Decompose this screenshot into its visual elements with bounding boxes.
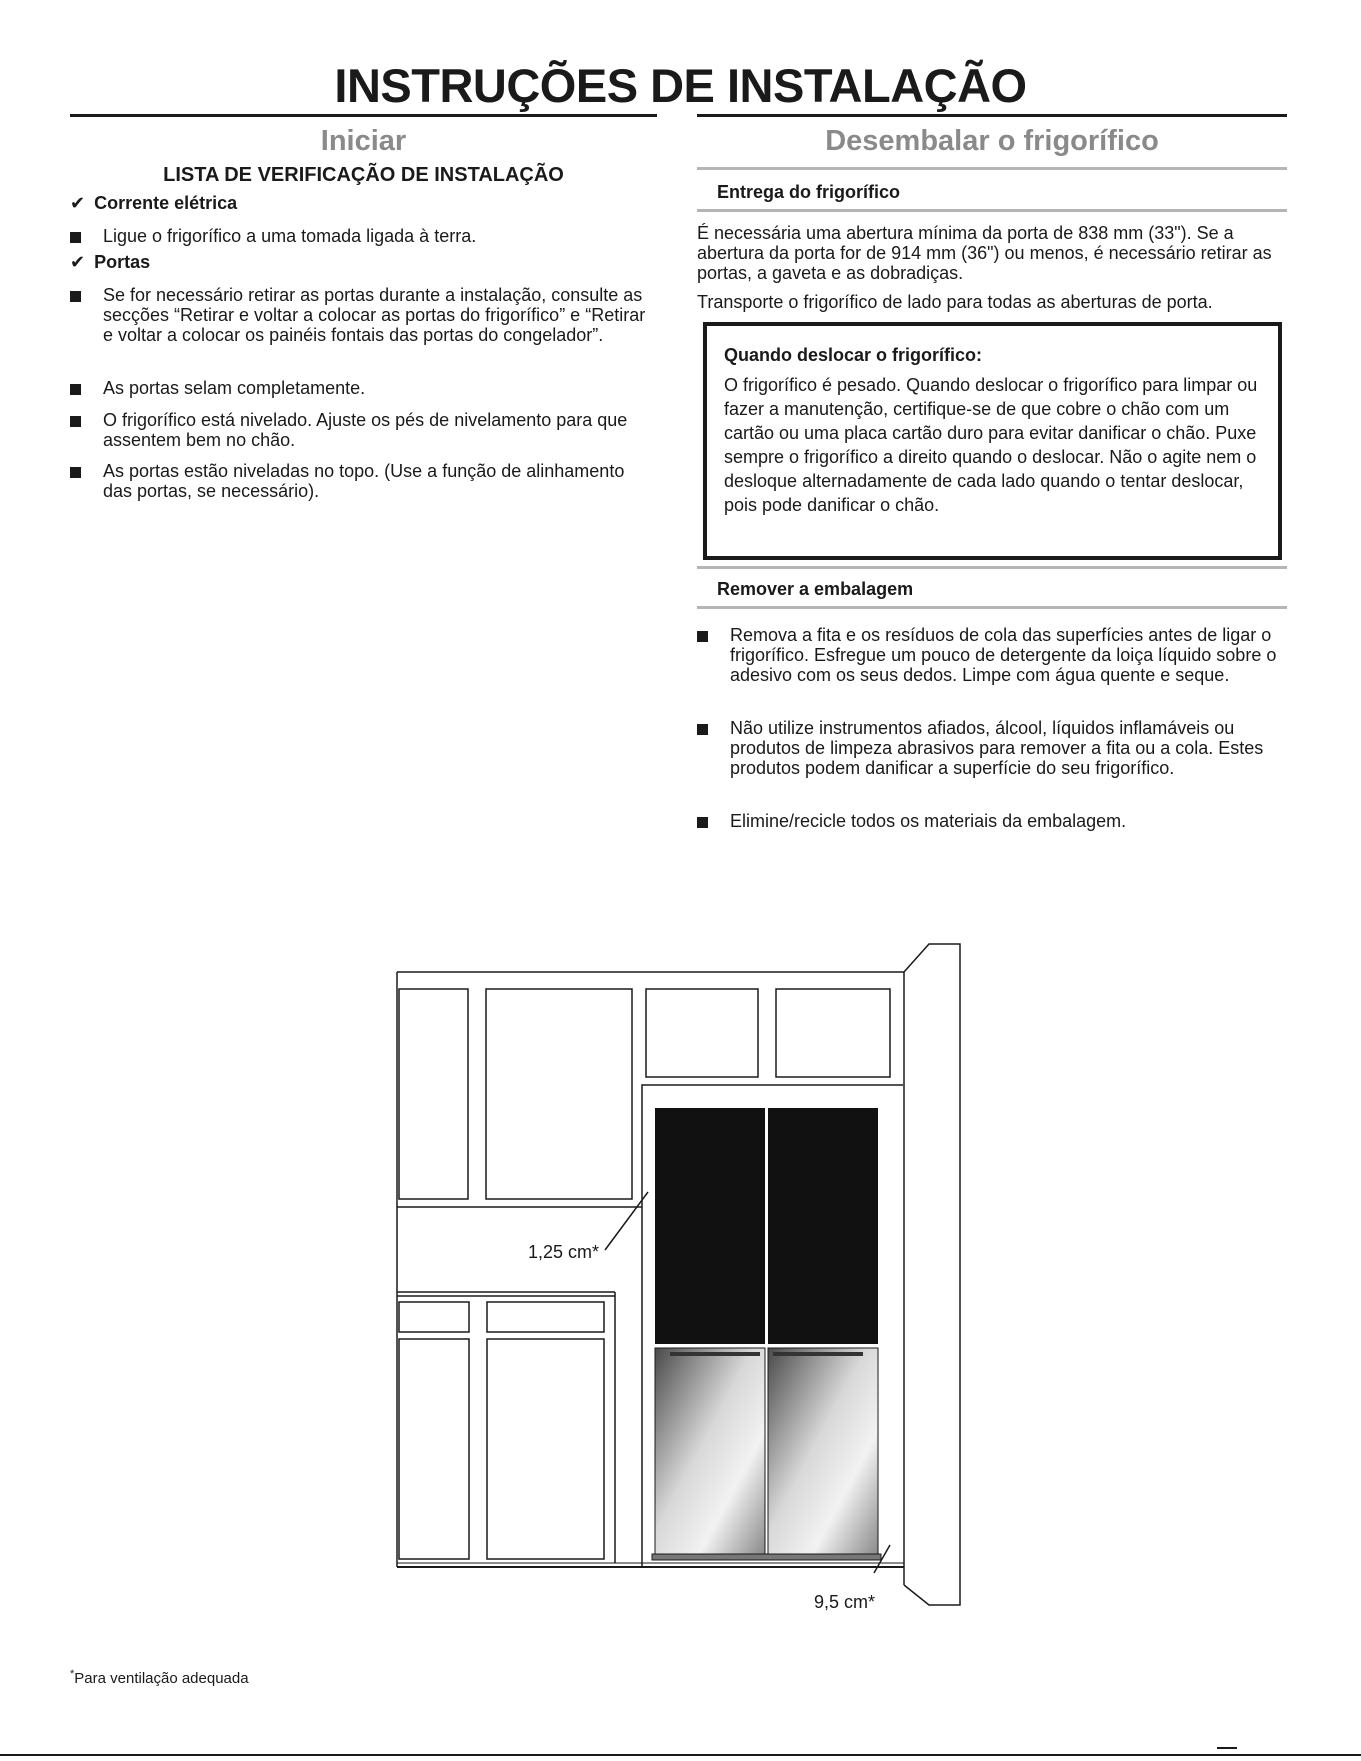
divider (697, 167, 1287, 170)
page-title: INSTRUÇÕES DE INSTALAÇÃO (334, 59, 1027, 112)
top-clearance-label: 1,25 cm* (528, 1242, 600, 1262)
bullet-square-icon (70, 232, 81, 243)
side-clearance-label: 9,5 cm* (814, 1592, 876, 1612)
page-mark (1217, 1747, 1237, 1749)
warning-box (703, 322, 1282, 560)
checklist-group-label: Portas (94, 252, 151, 272)
warning-text: O frigorífico é pesado. Quando deslocar o frigorífico para limpar ou fazer a manutenção, certifique-se de que cobre o chão com um cartão ou uma placa cartão duro para evitar danificar o chão. Puxe sempre o frigorífico a direito quando o deslocar. Não o agite nem o desloque alternadamente de cada lado quando o tentar deslocar, pois pode danificar o chão. (724, 375, 1258, 515)
bullet-square-icon (70, 291, 81, 302)
list-item-text: As portas selam completamente. (103, 378, 366, 398)
footnote-text: Para ventilação adequada (74, 1670, 249, 1687)
title-rule-left (70, 114, 657, 117)
checklist-group-power (70, 193, 237, 214)
divider (697, 566, 1287, 569)
checklist-group-label: Corrente elétrica (94, 193, 238, 213)
footnote (70, 1668, 249, 1687)
list-item-text: Se for necessário retirar as portas durante a instalação, consulte as secções “Retirar e voltar a colocar as portas do frigorífico” e “Retirar e voltar a colocar os painéis fontais das portas do congelador”. (103, 285, 646, 345)
bullet-square-icon (697, 724, 708, 735)
footnote-marker: * (70, 1668, 75, 1680)
delivery-paragraph-2: Transporte o frigorífico de lado para todas as aberturas de porta. (697, 292, 1213, 312)
kitchen-cabinet-drawing (380, 930, 970, 1620)
bullet-square-icon (697, 631, 708, 642)
bullet-square-icon (70, 416, 81, 427)
bullet-square-icon (697, 817, 708, 828)
divider (697, 209, 1287, 212)
list-item-text: Não utilize instrumentos afiados, álcool, líquidos inflamáveis ou produtos de limpeza abrasivos para remover a fita ou a cola. Estes produtos podem danificar a superfície do seu frigorífico. (730, 718, 1264, 778)
remove-packaging-heading: Remover a embalagem (717, 579, 914, 599)
section-heading-unpack: Desembalar o frigorífico (825, 125, 1159, 157)
list-item-text: O frigorífico está nivelado. Ajuste os pés de nivelamento para que assentem bem no chão. (103, 410, 628, 450)
checklist-group-doors (70, 252, 150, 273)
list-item-text: Ligue o frigorífico a uma tomada ligada à terra. (103, 226, 477, 246)
checklist-heading: LISTA DE VERIFICAÇÃO DE INSTALAÇÃO (163, 164, 564, 186)
title-rule-right (697, 114, 1287, 117)
checkmark-icon: ✔ (70, 193, 86, 213)
page-bottom-rule (0, 1754, 1361, 1756)
delivery-paragraph: É necessária uma abertura mínima da porta de 838 mm (33"). Se a abertura da porta for de 914 mm (36") ou menos, é necessário retirar as portas, a gaveta e as dobradiças. (697, 223, 1272, 283)
refrigerator-clearance-illustration (380, 930, 970, 1620)
list-item-text: Elimine/recicle todos os materiais da embalagem. (730, 811, 1127, 831)
delivery-heading: Entrega do frigorífico (717, 182, 901, 202)
checkmark-icon: ✔ (70, 252, 86, 272)
bullet-square-icon (70, 384, 81, 395)
list-item-text: Remova a fita e os resíduos de cola das superfícies antes de ligar o frigorífico. Esfregue um pouco de detergente da loiça líquido sobre o adesivo com os seus dedos. Limpe com água quente e seque. (730, 625, 1277, 685)
section-heading-start: Iniciar (320, 125, 407, 157)
warning-title: Quando deslocar o frigorífico: (724, 345, 983, 365)
divider (697, 606, 1287, 609)
bullet-square-icon (70, 467, 81, 478)
list-item-text: As portas estão niveladas no topo. (Use a função de alinhamento das portas, se necessário). (103, 461, 625, 501)
refrigerator-graphic (652, 1108, 881, 1560)
